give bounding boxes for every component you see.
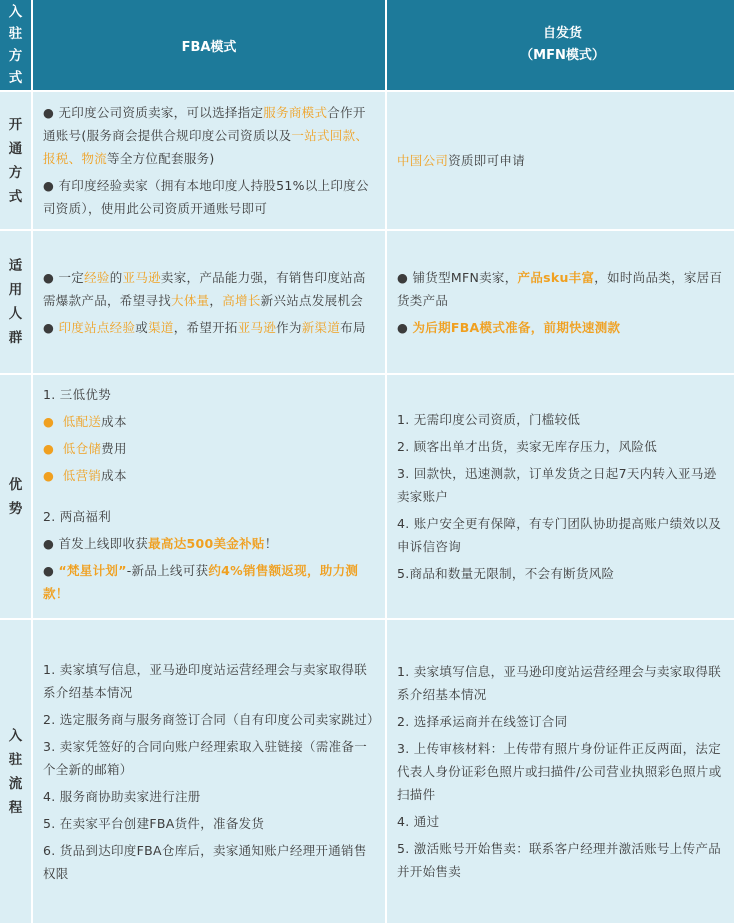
target-mfn-cell (387, 231, 734, 375)
open-mfn-cell (387, 92, 734, 231)
adv-fba-h2: 2. 两高福利 (43, 509, 111, 524)
open-fba-p2: ● 有印度经验卖家（拥有本地印度人持股51%以上印度公司资质），使用此公司资质开通账号即可 (43, 178, 369, 216)
open-fba-cell (33, 92, 385, 231)
process-fba-1: 1. 卖家填写信息，亚马逊印度站运营经理会与卖家取得联系介绍基本情况 (43, 662, 368, 700)
process-fba-4: 4. 服务商协助卖家进行注册 (43, 789, 201, 804)
process-fba-cell (33, 620, 385, 923)
process-mfn-3: 3. 上传审核材料：上传带有照片身份证件正反两面，法定代表人身份证彩色照片或扫描件/公司营业执照彩色照片或扫描件 (397, 741, 722, 802)
header-mfn-line1: 自发货 (542, 26, 582, 41)
spacer (43, 491, 375, 505)
open-mfn-p1: 中国公司资质即可申请 (397, 153, 526, 168)
row-label-process-text: 入驻流程 (8, 727, 23, 816)
adv-mfn-cell (387, 375, 734, 620)
adv-mfn-3: 3. 回款快，迅速测款，订单发货之日起7天内转入亚马逊卖家账户 (397, 466, 717, 504)
header-entry-mode (0, 0, 31, 92)
adv-mfn-5: 5.商品和数量无限制，不会有断货风险 (397, 566, 615, 581)
header-fba-text: FBA模式 (181, 39, 237, 55)
target-fba-p1: ● 一定经验的亚马逊卖家，产品能力强，有销售印度站高需爆款产品，希望寻找大体量，高增长新兴站点发展机会 (43, 269, 366, 308)
row-label-target-text: 适用人群 (8, 258, 23, 346)
open-fba-p1: ● 无印度公司资质卖家，可以选择指定服务商模式合作开通账号(服务商会提供合规印度公司资质以及一站式回款、报税、物流等全方位配套服务) (43, 105, 369, 166)
adv-fba-i3: ● 低营销成本 (43, 468, 127, 483)
row-label-open-text: 开通方式 (8, 116, 23, 205)
adv-mfn-1: 1. 无需印度公司资质，门槛较低 (397, 412, 581, 427)
process-mfn-4: 4. 通过 (397, 814, 440, 829)
target-fba-cell (33, 231, 385, 375)
row-label-target (0, 231, 31, 375)
adv-mfn-2: 2. 顾客出单才出货，卖家无库存压力，风险低 (397, 439, 658, 454)
target-mfn-p2: ● 为后期FBA模式准备，前期快速测款 (397, 319, 621, 335)
process-mfn-1: 1. 卖家填写信息，亚马逊印度站运营经理会与卖家取得联系介绍基本情况 (397, 664, 722, 702)
header-mfn-line2: （MFN模式） (520, 48, 605, 63)
bullet-icon: ● (43, 414, 55, 429)
adv-fba-i5: ● “梵星计划”-新品上线可获约4%销售额返现，助力测款！ (43, 563, 359, 601)
row-label-advantage (0, 375, 31, 620)
bullet-icon: ● (43, 441, 55, 456)
header-mfn (387, 0, 734, 92)
adv-fba-i4: ● 首发上线即收获最高达500美金补贴！ (43, 536, 278, 551)
process-fba-5: 5. 在卖家平台创建FBA货件，准备发货 (43, 816, 265, 831)
process-mfn-2: 2. 选择承运商并在线签订合同 (397, 714, 568, 729)
adv-fba-cell (33, 375, 385, 620)
adv-mfn-4: 4. 账户安全更有保障，有专门团队协助提高账户绩效以及申诉信咨询 (397, 516, 722, 554)
row-label-advantage-text: 优势 (8, 476, 23, 517)
adv-fba-i1: ● 低配送成本 (43, 414, 127, 429)
process-mfn-5: 5. 激活账号开始售卖：联系客户经理并激活账号上传产品并开始售卖 (397, 841, 722, 879)
adv-fba-i2: ● 低仓储费用 (43, 441, 127, 456)
header-entry-mode-text: 入驻方式 (8, 4, 23, 86)
process-mfn-cell (387, 620, 734, 923)
target-mfn-p1: ● 铺货型MFN卖家，产品sku丰富，如时尚品类，家居百货类产品 (397, 269, 723, 308)
header-fba (33, 0, 385, 92)
process-fba-3: 3. 卖家凭签好的合同向账户经理索取入驻链接（需准备一个全新的邮箱） (43, 739, 368, 777)
bullet-icon: ● (43, 468, 55, 483)
adv-fba-h1: 1. 三低优势 (43, 387, 111, 402)
row-label-open (0, 92, 31, 231)
target-fba-p2: ● 印度站点经验或渠道，希望开拓亚马逊作为新渠道布局 (43, 319, 366, 335)
process-fba-2: 2. 选定服务商与服务商签订合同（自有印度公司卖家跳过） (43, 712, 380, 727)
process-fba-6: 6. 货品到达印度FBA仓库后，卖家通知账户经理开通销售权限 (43, 843, 367, 881)
row-label-process (0, 620, 31, 923)
